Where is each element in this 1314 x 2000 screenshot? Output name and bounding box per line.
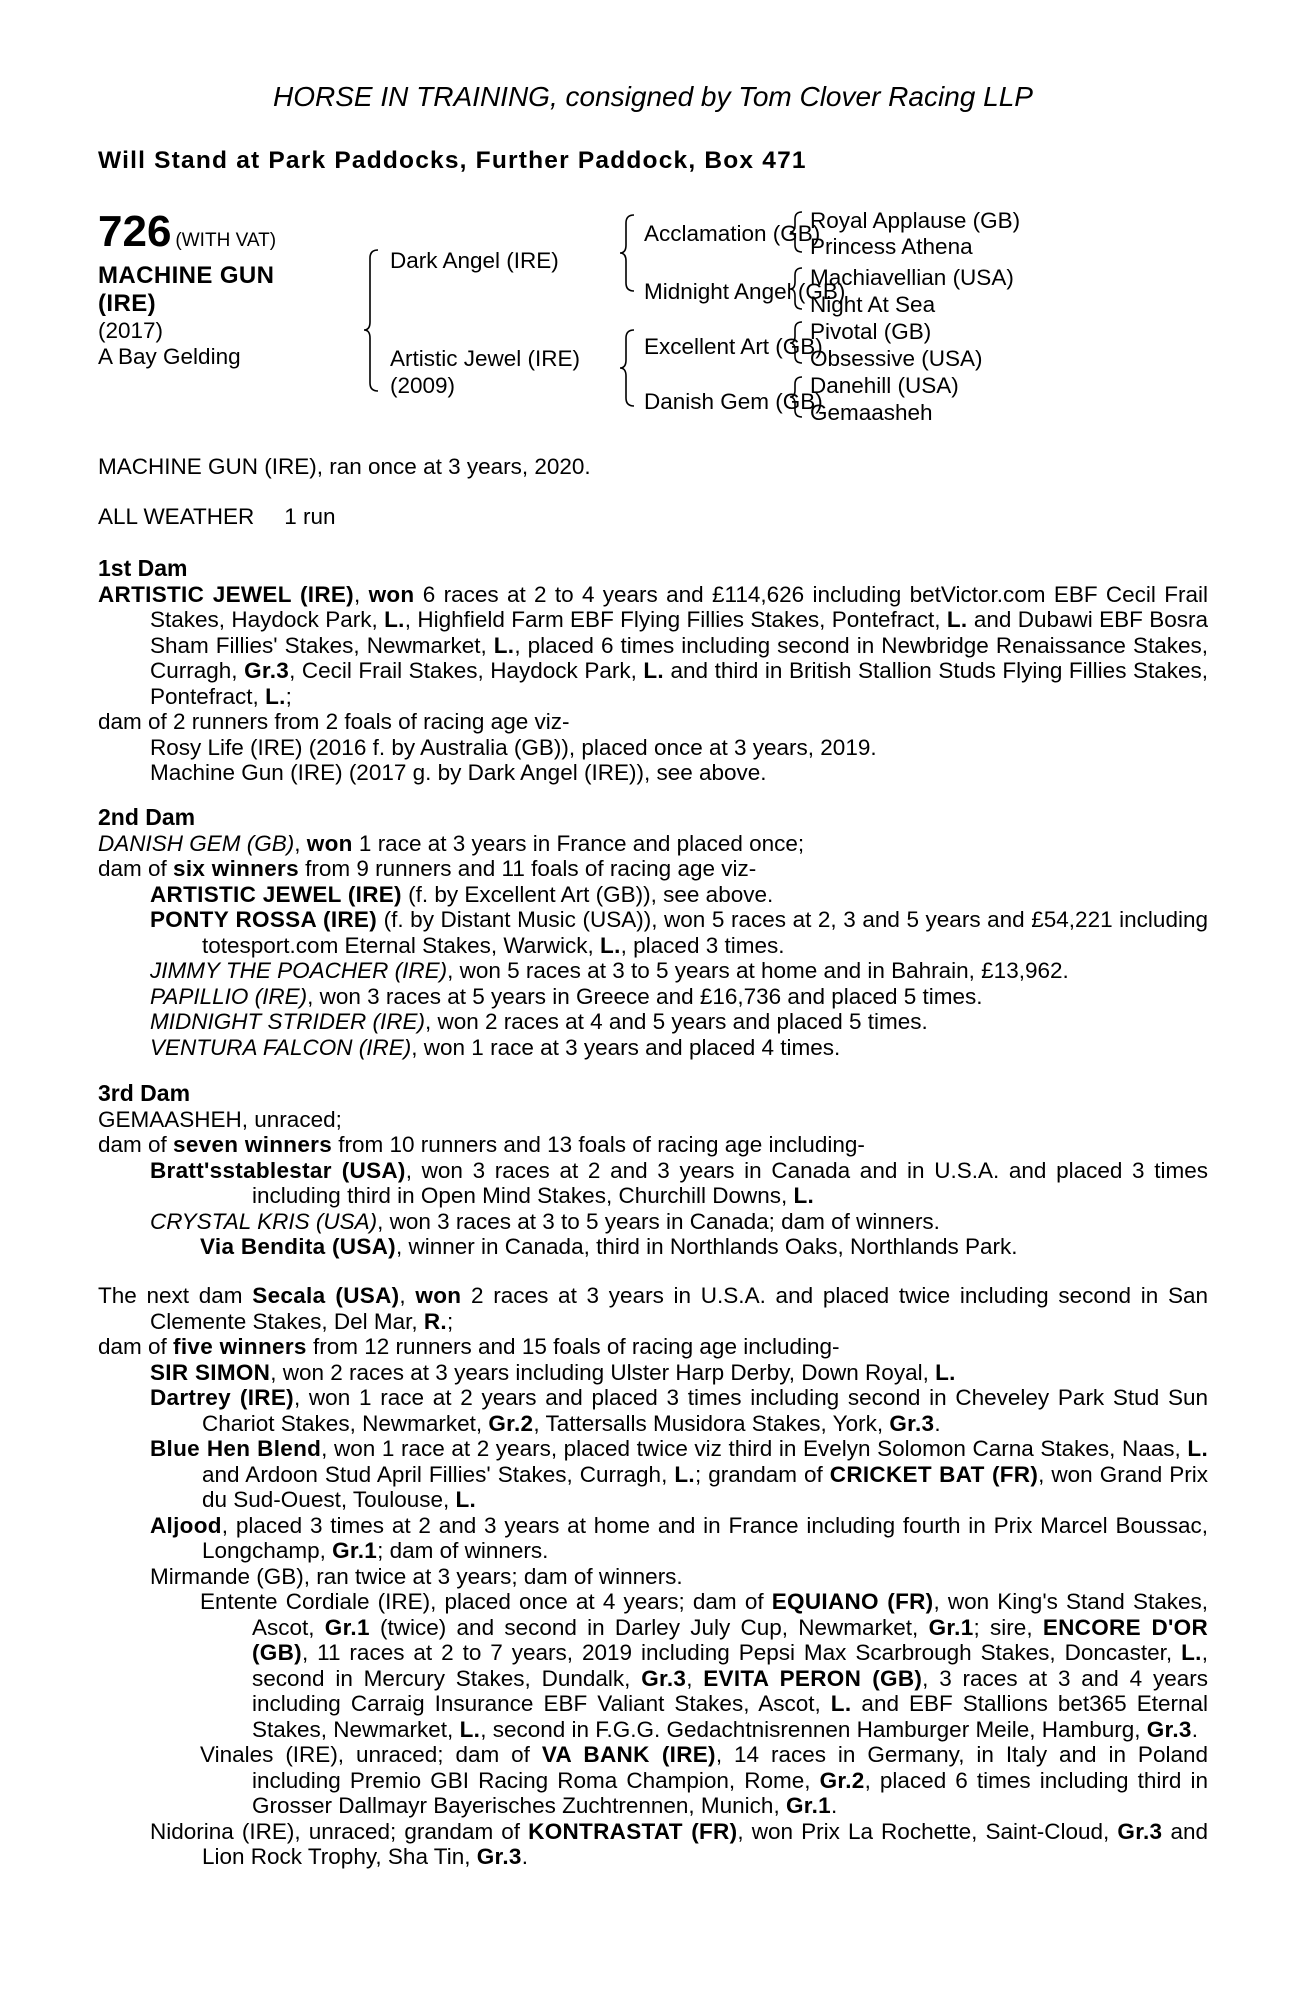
horse-description: A Bay Gelding bbox=[98, 344, 241, 369]
lot-vat: (WITH VAT) bbox=[175, 230, 277, 251]
surface-runs: 1 run bbox=[284, 504, 336, 529]
horse-name-line1: MACHINE GUN bbox=[98, 262, 275, 289]
progeny-crystal-kris: CRYSTAL KRIS (USA), won 3 races at 3 to 5 years in Canada; dam of winners. bbox=[150, 1208, 940, 1234]
pedigree-sire-sire: Acclamation (GB) bbox=[644, 221, 821, 246]
pedigree-ggp-6: Obsessive (USA) bbox=[810, 346, 983, 371]
pedigree-ggp-8: Gemaasheh bbox=[810, 400, 933, 425]
pedigree-dam-sire: Excellent Art (GB) bbox=[644, 334, 823, 359]
progeny-ventura-falcon: VENTURA FALCON (IRE), won 1 race at 3 years and placed 4 times. bbox=[150, 1034, 841, 1060]
pedigree-braces bbox=[98, 0, 1208, 440]
surface-record bbox=[98, 504, 1208, 530]
progeny-aljood: Aljood, placed 3 times at 2 and 3 years at home and in France including fourth in Prix Marcel Boussac, Longchamp, Gr.1; dam of winners. bbox=[150, 1512, 1208, 1563]
next-dam-name: Secala (USA) bbox=[252, 1283, 400, 1308]
lot-number: 726 bbox=[98, 207, 172, 256]
pedigree-dam: Artistic Jewel (IRE) bbox=[390, 346, 581, 371]
second-dam-section bbox=[98, 805, 1208, 1060]
pedigree-ggp-3: Machiavellian (USA) bbox=[810, 265, 1014, 290]
progeny-vinales: Vinales (IRE), unraced; dam of VA BANK (IRE), 14 races in Germany, in Italy and in Poland including Premio GBI Racing Roma Champion, Rome, Gr.2, placed 6 times including third in Grosser Dallmayr Bayerisches Zuchtrennen, Munich, Gr.1. bbox=[200, 1742, 1208, 1818]
pedigree-dam-year: (2009) bbox=[390, 373, 456, 398]
foaling-year: (2017) bbox=[98, 318, 164, 343]
progeny-mirmande: Mirmande (GB), ran twice at 3 years; dam of winners. bbox=[150, 1563, 683, 1589]
first-dam-heading: 1st Dam bbox=[98, 555, 188, 581]
progeny-sir-simon: SIR SIMON, won 2 races at 3 years including Ulster Harp Derby, Down Royal, L. bbox=[150, 1359, 956, 1385]
progeny-bratts: Bratt'sstablestar (USA), won 3 races at 2 and 3 years in Canada and in U.S.A. and placed 3 times including third in Open Mind Stakes, Churchill Downs, L. bbox=[150, 1157, 1208, 1208]
pedigree-dam-dam: Danish Gem (GB) bbox=[644, 389, 823, 414]
first-dam-section bbox=[98, 556, 1208, 786]
progeny-nidorina: Nidorina (IRE), unraced; grandam of KONTRASTAT (FR), won Prix La Rochette, Saint-Cloud, Gr.3 and Lion Rock Trophy, Sha Tin, Gr.3. bbox=[150, 1818, 1209, 1869]
stand-location: Will Stand at Park Paddocks, Further Paddock, Box 471 bbox=[98, 147, 807, 174]
pedigree-ggp-2: Princess Athena bbox=[810, 234, 973, 259]
progeny-midnight-strider: MIDNIGHT STRIDER (IRE), won 2 races at 4 and 5 years and placed 5 times. bbox=[150, 1009, 928, 1034]
first-dam-record: ARTISTIC JEWEL (IRE), won 6 races at 2 to 4 years and £114,626 including betVictor.com EBF Cecil Frail Stakes, Haydock Park, L., Highfield Farm EBF Flying Fillies Stakes, Pontefract, L. and Dubawi EBF Bosra Sham Fillies' Stakes, Newmarket, L., placed 6 times including second in Newbridge Renaissance Stakes, Curragh, Gr.3, Cecil Frail Stakes, Haydock Park, L. and third in British Stallion Studs Flying Fillies Stakes, Pontefract, L.; bbox=[98, 581, 1209, 709]
pedigree-sire: Dark Angel (IRE) bbox=[390, 248, 559, 273]
third-dam-dam-of: dam of seven winners from 10 runners and 13 foals of racing age including- bbox=[98, 1132, 865, 1157]
progeny-artistic-jewel: ARTISTIC JEWEL (IRE) (f. by Excellent Art (GB)), see above. bbox=[150, 881, 774, 907]
second-dam-record: DANISH GEM (GB), won 1 race at 3 years in France and placed once; bbox=[98, 830, 805, 856]
progeny-jimmy-the-poacher: JIMMY THE POACHER (IRE), won 5 races at 3 to 5 years at home and in Bahrain, £13,962. bbox=[150, 958, 1069, 983]
page-title: HORSE IN TRAINING, consigned by Tom Clover Racing LLP bbox=[273, 81, 1033, 112]
first-dam-progeny-1: Rosy Life (IRE) (2016 f. by Australia (GB)), placed once at 3 years, 2019. bbox=[150, 734, 877, 760]
pedigree-ggp-4: Night At Sea bbox=[810, 292, 936, 317]
next-dam-dam-of: dam of five winners from 12 runners and 15 foals of racing age including- bbox=[98, 1334, 840, 1359]
next-dam-section bbox=[98, 1283, 1208, 1870]
first-dam-name: ARTISTIC JEWEL (IRE) bbox=[98, 581, 354, 607]
pedigree-ggp-5: Pivotal (GB) bbox=[810, 319, 932, 344]
race-summary bbox=[98, 454, 1208, 480]
pedigree-ggp-7: Danehill (USA) bbox=[810, 373, 959, 398]
first-dam-dam-of: dam of 2 runners from 2 foals of racing age viz- bbox=[98, 709, 570, 734]
progeny-via-bendita: Via Bendita (USA), winner in Canada, third in Northlands Oaks, Northlands Park. bbox=[200, 1234, 1018, 1259]
progeny-blue-hen-blend: Blue Hen Blend, won 1 race at 2 years, placed twice viz third in Evelyn Solomon Carna Stakes, Naas, L. and Ardoon Stud April Fillies' Stakes, Curragh, L.; grandam of CRICKET BAT (FR), won Grand Prix du Sud-Ouest, Toulouse, L. bbox=[150, 1436, 1209, 1512]
surface-label: ALL WEATHER bbox=[98, 504, 255, 529]
third-dam-name: GEMAASHEH, unraced; bbox=[98, 1106, 342, 1132]
pedigree-ggp-1: Royal Applause (GB) bbox=[810, 208, 1021, 233]
ran-text: MACHINE GUN (IRE), ran once at 3 years, 2020. bbox=[98, 454, 591, 479]
progeny-ponty-rossa: PONTY ROSSA (IRE) (f. by Distant Music (USA)), won 5 races at 2, 3 and 5 years and £54,221 including totesport.com Eternal Stakes, Warwick, L., placed 3 times. bbox=[150, 907, 1208, 958]
third-dam-heading: 3rd Dam bbox=[98, 1080, 191, 1106]
second-dam-dam-of: dam of six winners from 9 runners and 11 foals of racing age viz- bbox=[98, 856, 757, 881]
horse-name-line2: (IRE) bbox=[98, 290, 156, 317]
progeny-dartrey: Dartrey (IRE), won 1 race at 2 years and placed 3 times including second in Cheveley Park Stud Sun Chariot Stakes, Newmarket, Gr.2, Tattersalls Musidora Stakes, York, Gr.3. bbox=[150, 1385, 1208, 1436]
third-dam-section bbox=[98, 1081, 1208, 1260]
progeny-papillio: PAPILLIO (IRE), won 3 races at 5 years in Greece and £16,736 and placed 5 times. bbox=[150, 983, 983, 1009]
next-dam-record: The next dam Secala (USA), won 2 races at 3 years in U.S.A. and placed twice including second in San Clemente Stakes, Del Mar, R.; bbox=[98, 1283, 1208, 1334]
progeny-entente-cordiale: Entente Cordiale (IRE), placed once at 4 years; dam of EQUIANO (FR), won King's Stand Stakes, Ascot, Gr.1 (twice) and second in Darley July Cup, Newmarket, Gr.1; sire, ENCORE D'OR (GB), 11 races at 2 to 7 years, 2019 including Pepsi Max Scarbrough Stakes, Doncaster, L., second in Mercury Stakes, Dundalk, Gr.3, EVITA PERON (GB), 3 races at 3 and 4 years including Carraig Insurance EBF Valiant Stakes, Ascot, L. and EBF Stallions bet365 Eternal Stakes, Newmarket, L., second in F.G.G. Gedachtnisrennen Hamburger Meile, Hamburg, Gr.3. bbox=[200, 1589, 1208, 1742]
second-dam-name: DANISH GEM (GB) bbox=[98, 830, 295, 856]
first-dam-progeny-2: Machine Gun (IRE) (2017 g. by Dark Angel (IRE)), see above. bbox=[150, 760, 767, 785]
second-dam-heading: 2nd Dam bbox=[98, 804, 196, 830]
pedigree-sire-dam: Midnight Angel (GB) bbox=[644, 279, 846, 304]
